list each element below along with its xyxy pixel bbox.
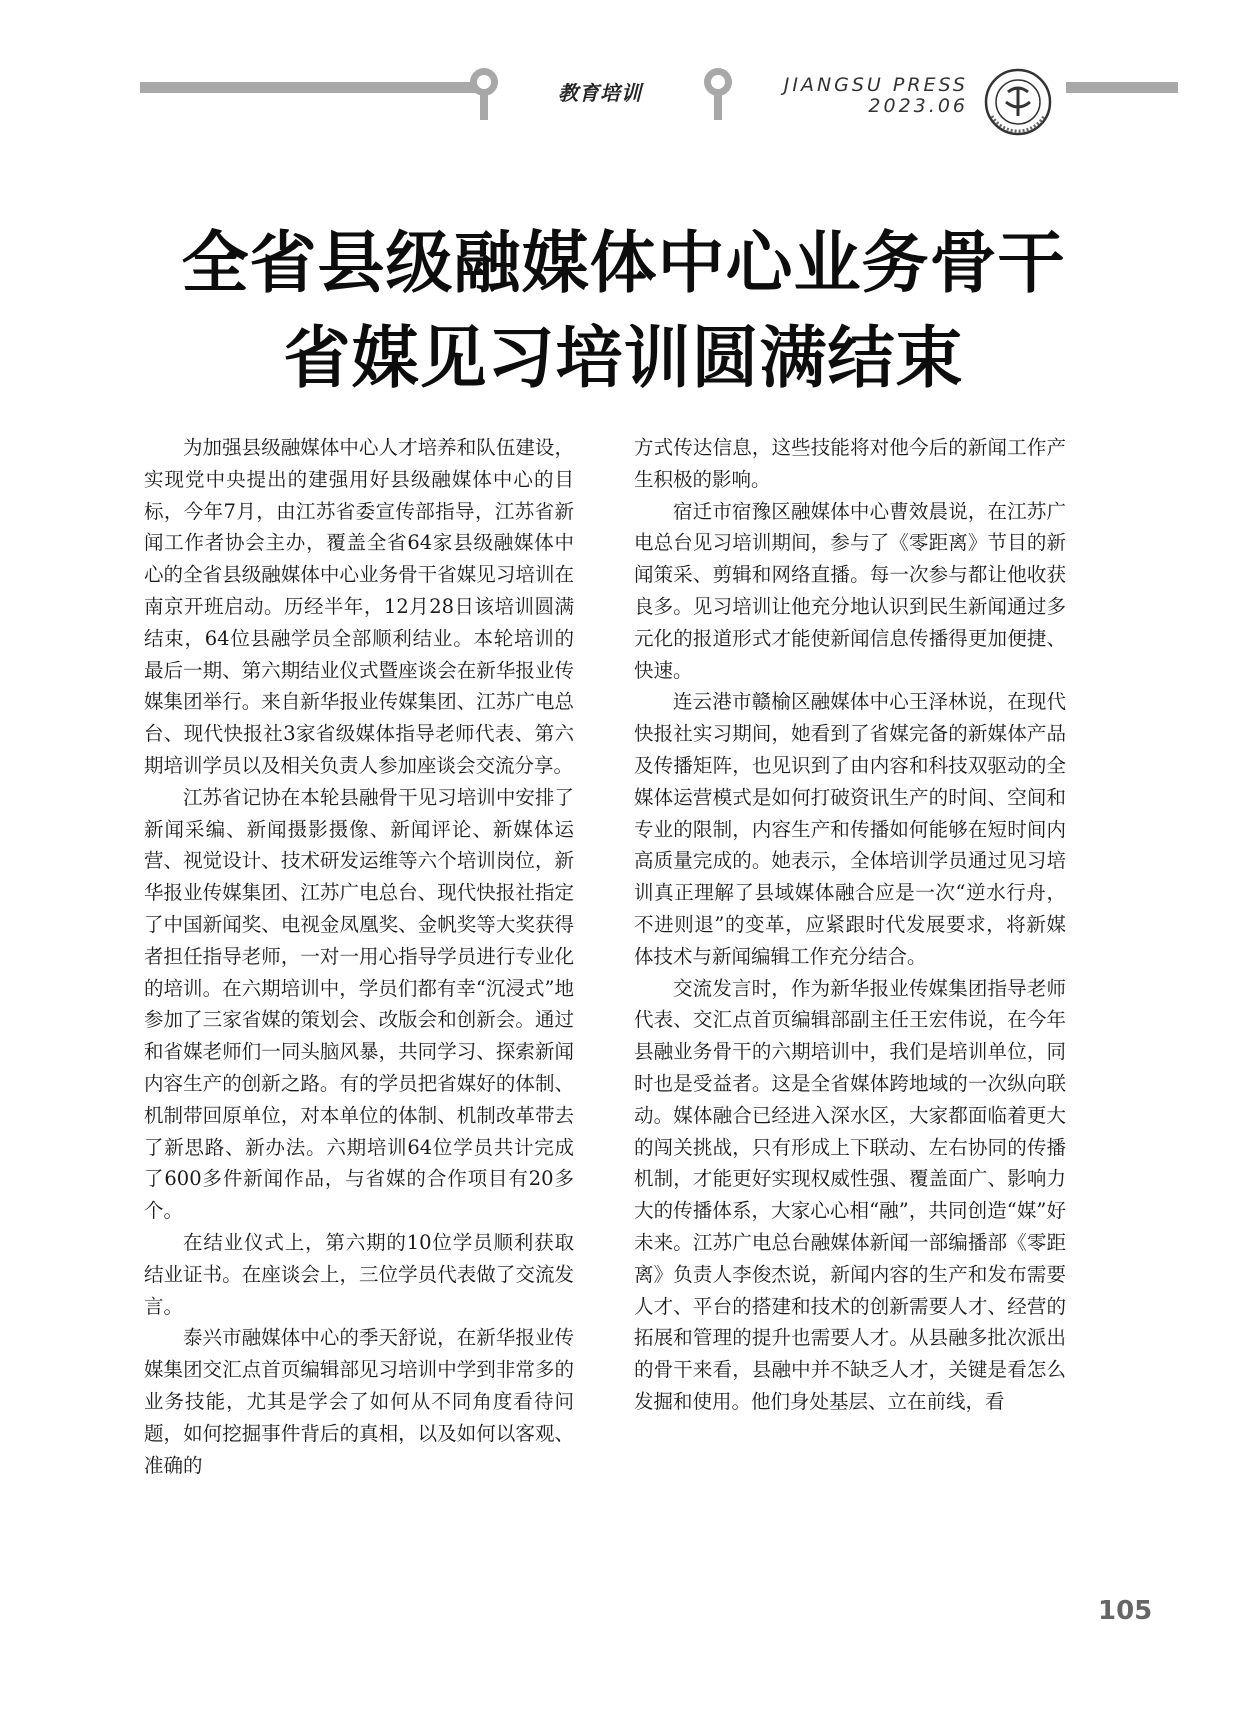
header-rule-left	[140, 82, 480, 93]
paragraph: 连云港市赣榆区融媒体中心王泽林说，在现代快报社实习期间，她看到了省媒完备的新媒体产品及传播矩阵，也见识到了由内容和科技双驱动的全媒体运营模式是如何打破资讯生产的时间、空间和专业的限制，内容生产和传播如何能够在短时间内高质量完成的。她表示，全体培训学员通过见习培训真正理解了县域媒体融合应是一次“逆水行舟，不进则退”的变革，应紧跟时代发展要求，将新媒体技术与新闻编辑工作充分结合。	[634, 690, 1066, 968]
paragraph: 泰兴市融媒体中心的季天舒说，在新华报业传媒集团交汇点首页编辑部见习培训中学到非常多的业务技能，尤其是学会了如何从不同角度看待问题，如何挖掘事件背后的真相，以及如何以客观、准确的	[144, 1326, 574, 1477]
article-column-left	[144, 432, 574, 1481]
paragraph: 为加强县级融媒体中心人才培养和队伍建设，实现党中央提出的建强用好县级融媒体中心的目标，今年7月，由江苏省委宣传部指导，江苏省新闻工作者协会主办，覆盖全省64家县级融媒体中心的全省县级融媒体中心业务骨干省媒见习培训在南京开班启动。历经半年，12月28日该培训圆满结束，64位县融学员全部顺利结业。本轮培训的最后一期、第六期结业仪式暨座谈会在新华报业传媒集团举行。来自新华报业传媒集团、江苏广电总台、现代快报社3家省级媒体指导老师代表、第六期培训学员以及相关负责人参加座谈会交流分享。	[144, 436, 574, 777]
section-label: 教育培训	[558, 81, 642, 105]
paragraph: 宿迁市宿豫区融媒体中心曹效晨说，在江苏广电总台见习培训期间，参与了《零距离》节目的新闻策采、剪辑和网络直播。每一次参与都让他收获良多。见习培训让他充分地认识到民生新闻通过多元化的报道形式才能使新闻信息传播得更加便捷、快速。	[634, 499, 1066, 682]
header-rule-right	[1066, 82, 1178, 93]
paragraph: 交流发言时，作为新华报业传媒集团指导老师代表、交汇点首页编辑部副主任王宏伟说，在今年县融业务骨干的六期培训中，我们是培训单位，同时也是受益者。这是全省媒体跨地域的一次纵向联动。媒体融合已经进入深水区，大家都面临着更大的闯关挑战，只有形成上下联动、左右协同的传播机制，才能更好实现权威性强、覆盖面广、影响力大的传播体系，大家心心相“融”，共同创造“媒”好未来。江苏广电总台融媒体新闻一部编播部《零距离》负责人李俊杰说，新闻内容的生产和发布需要人才、平台的搭建和技术的创新需要人才、经营的拓展和管理的提升也需要人才。从县融多批次派出的骨干来看，县融中并不缺乏人才，关键是看怎么发掘和使用。他们身处基层、立在前线，看	[634, 976, 1066, 1413]
article-title-line-1: 全省县级融媒体中心业务骨干	[181, 224, 1066, 302]
article-column-right	[634, 432, 1066, 1418]
association-seal-icon	[984, 68, 1052, 136]
page-number: 105	[1098, 1596, 1153, 1626]
paragraph: 在结业仪式上，第六期的10位学员顺利获取结业证书。在座谈会上，三位学员代表做了交流发言。	[144, 1230, 574, 1318]
paragraph-continued: 方式传达信息，这些技能将对他今后的新闻工作产生积极的影响。	[634, 436, 1066, 491]
masthead-brand	[763, 75, 968, 117]
pin-icon	[466, 66, 502, 122]
brand-name: JIANGSU PRESS	[783, 74, 968, 96]
pin-icon	[700, 66, 736, 122]
paragraph: 江苏省记协在本轮县融骨干见习培训中安排了新闻采编、新闻摄影摄像、新闻评论、新媒体运营、视觉设计、技术研发运维等六个培训岗位，新华报业传媒集团、江苏广电总台、现代快报社指定了中国新闻奖、电视金凤凰奖、金帆奖等大奖获得者担任指导老师，一对一用心指导学员进行专业化的培训。在六期培训中，学员们都有幸“沉浸式”地参加了三家省媒的策划会、改版会和创新会。通过和省媒老师们一同头脑风暴，共同学习、探索新闻内容生产的创新之路。有的学员把省媒好的体制、机制带回原单位，对本单位的体制、机制改革带去了新思路、新办法。六期培训64位学员共计完成了600多件新闻作品，与省媒的合作项目有20多个。	[144, 785, 574, 1223]
article-title-line-2: 省媒见习培训圆满结束	[283, 319, 964, 397]
issue-date: 2023.06	[868, 95, 968, 117]
